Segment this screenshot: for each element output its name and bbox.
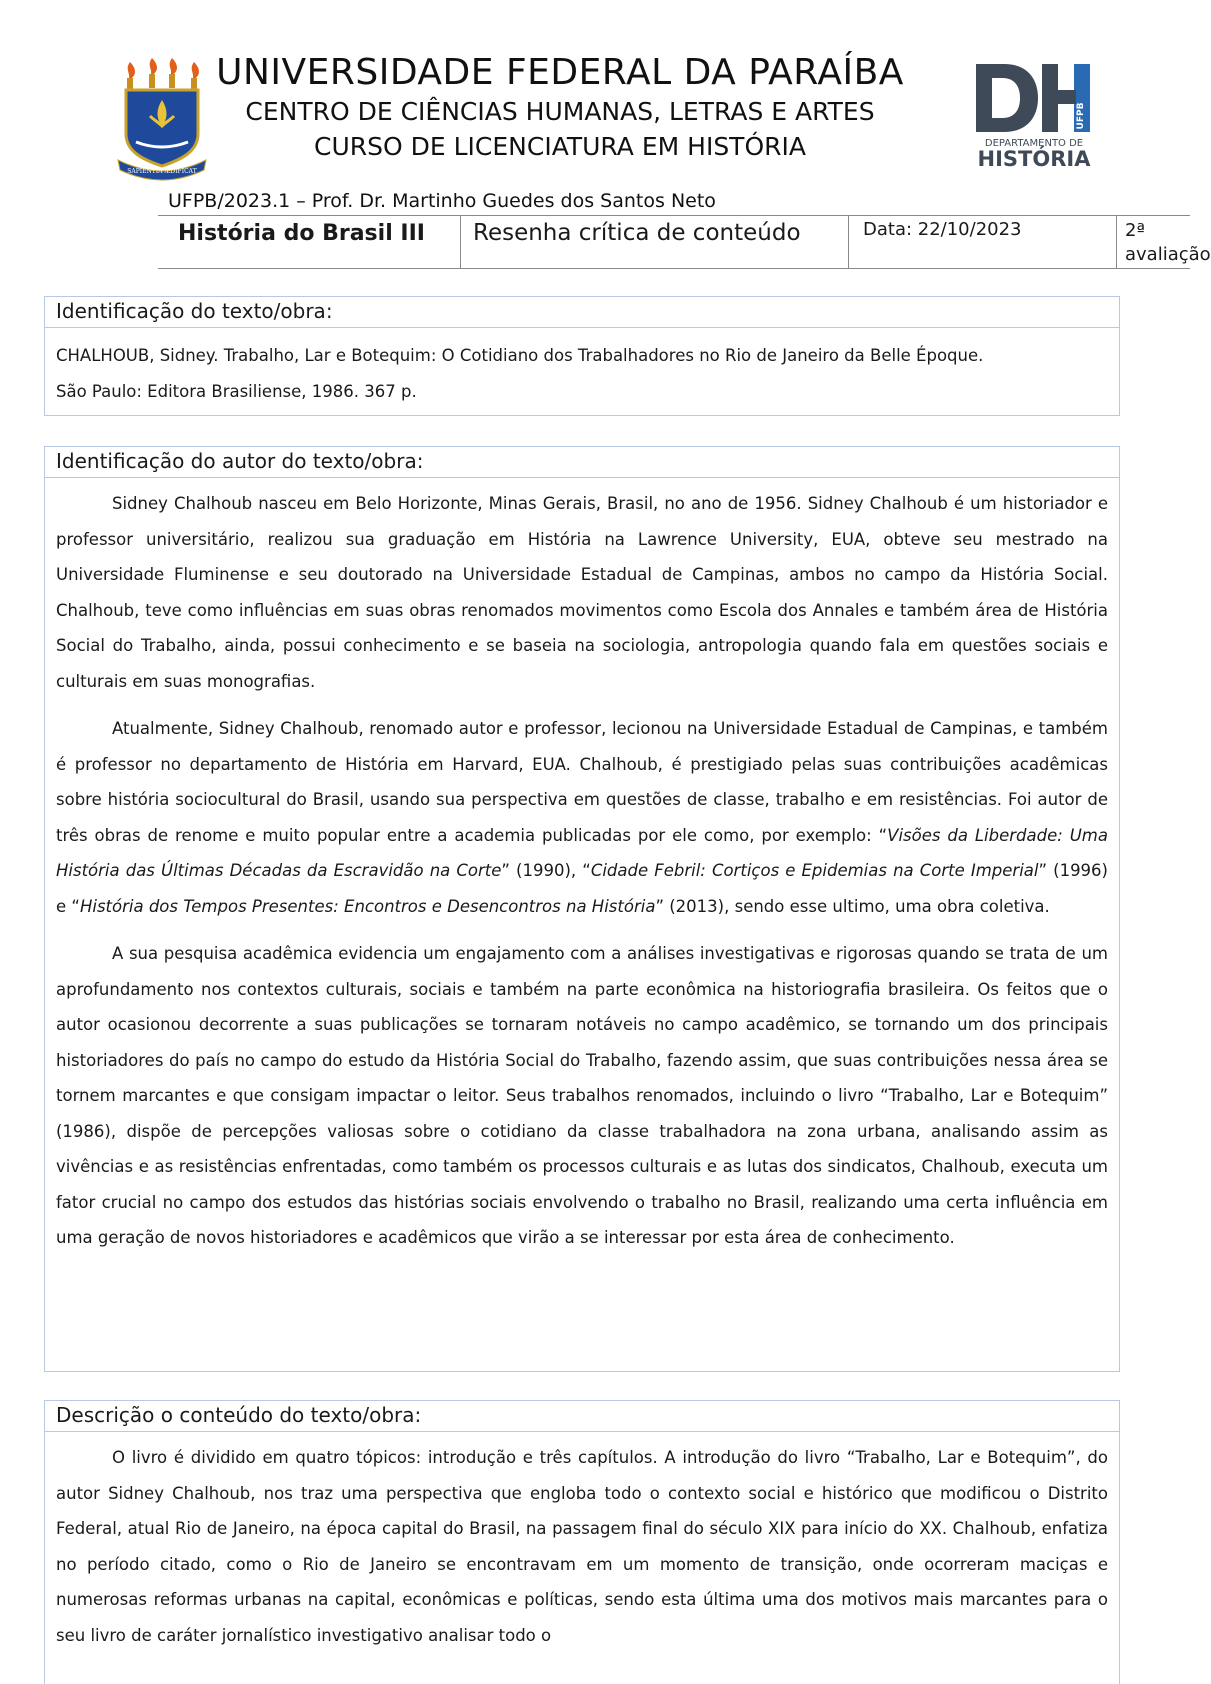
course-professor-line: UFPB/2023.1 – Prof. Dr. Martinho Guedes dos Santos Neto <box>168 190 716 212</box>
paragraph-text: Atualmente, Sidney Chalhoub, renomado autor e professor, lecionou na Universidade Estadual de Campinas, e também é professor no departamento de História em Harvard, EUA. Chalhoub, é prestigiado pelas suas contribuições acadêmicas sobre história sociocultural do Brasil, usando sua perspectiva em questões de classe, trabalho e em resistências. Foi autor de três obras de renome e muito popular entre a academia publicadas por ele como, por exemplo: “ <box>56 719 1108 845</box>
paragraph-text: ” (2013), sendo esse ultimo, uma obra coletiva. <box>655 896 1050 916</box>
evaluation-cell <box>1116 216 1211 268</box>
ufpb-side-text: UFPB <box>1076 102 1086 130</box>
book-title: História dos Tempos Presentes: Encontros e Desencontros na História <box>79 896 656 916</box>
author-paragraph-2 <box>56 711 1108 924</box>
work-identification-title: Identificação do texto/obra: <box>45 297 1119 328</box>
info-table <box>158 215 1211 269</box>
course-title: CURSO DE LICENCIATURA EM HISTÓRIA <box>314 132 806 161</box>
content-description-box <box>44 1400 1120 1684</box>
date-cell: Data: 22/10/2023 <box>848 216 1116 268</box>
departamento-historia-logo <box>970 60 1098 172</box>
work-reference-line1: CHALHOUB, Sidney. Trabalho, Lar e Botequim: O Cotidiano dos Trabalhadores no Rio de Janeiro da Belle Époque. <box>56 346 984 365</box>
torch-icon <box>127 62 135 90</box>
work-reference <box>45 328 1119 409</box>
work-reference-line2: São Paulo: Editora Brasiliense, 1986. 367 p. <box>56 381 417 401</box>
paragraph-text: ” (1990), “ <box>501 861 591 880</box>
paragraph-text: ” (1996) e “ <box>56 861 1108 916</box>
torch-icon <box>149 58 157 88</box>
author-identification-body <box>45 478 1119 1256</box>
activity-cell: Resenha crítica de conteúdo <box>460 216 848 268</box>
author-paragraph-1: Sidney Chalhoub nasceu em Belo Horizonte, Minas Gerais, Brasil, no ano de 1956. Sidney Chalhoub é um historiador e professor universitário, realizou sua graduação em História na Lawrence University, EUA, obteve seu mestrado na Universidade Fluminense e seu doutorado na Universidade Estadual de Campinas, ambos no campo da História Social. Chalhoub, teve como influências em suas obras renomados movimentos como Escola dos Annales e também área de História Social do Trabalho, ainda, possui conhecimento e se baseia na sociologia, antropologia quando fala em questões sociais e culturais em suas monografias. <box>56 494 1108 691</box>
logo-top-text: DEPARTAMENTO DE <box>984 138 1084 149</box>
author-identification-box <box>44 446 1120 1372</box>
work-identification-box <box>44 296 1120 416</box>
evaluation-label: avaliação <box>1125 244 1211 265</box>
university-title: UNIVERSIDADE FEDERAL DA PARAÍBA <box>216 52 904 93</box>
discipline-cell: História do Brasil III <box>178 221 425 246</box>
evaluation-number: 2ª <box>1125 220 1145 241</box>
center-title: CENTRO DE CIÊNCIAS HUMANAS, LETRAS E ARTES <box>245 97 875 126</box>
book-title: Cidade Febril: Cortiços e Epidemias na Corte Imperial <box>590 861 1039 880</box>
content-paragraph-1: O livro é dividido em quatro tópicos: introdução e três capítulos. A introdução do livro “Trabalho, Lar e Botequim”, do autor Sidney Chalhoub, nos traz uma perspectiva que engloba todo o contexto social e histórico que modificou o Distrito Federal, atual Rio de Janeiro, na época capital do Brasil, na passagem final do século XIX para início do XX. Chalhoub, enfatiza no período citado, como o Rio de Janeiro se encontravam em um momento de transição, onde ocorreram maciças e numerosas reformas urbanas na capital, econômicas e políticas, sendo esta última uma dos motivos mais marcantes para o seu livro de caráter jornalístico investigativo analisar todo o <box>56 1448 1108 1645</box>
author-identification-title: Identificação do autor do texto/obra: <box>45 447 1119 478</box>
author-paragraph-3: A sua pesquisa acadêmica evidencia um engajamento com a análises investigativas e rigorosas quando se trata de um aprofundamento nos contextos culturais, sociais e também na parte econômica na historiografia brasileira. Os feitos que o autor ocasionou decorrente a suas publicações se tornaram notáveis no campo acadêmico, se tornando um dos principais historiadores do país no campo do estudo da História Social do Trabalho, fazendo assim, que suas contribuições nessa área se tornem marcantes e que consigam impactar o leitor. Seus trabalhos renomados, incluindo o livro “Trabalho, Lar e Botequim” (1986), dispõe de percepções valiosas sobre o cotidiano da classe trabalhadora na zona urbana, analisando assim as vivências e as resistências enfrentadas, como também os processos culturais e as lutas dos sindicatos, Chalhoub, executa um fator crucial no campo dos estudos das histórias sociais envolvendo o trabalho no Brasil, realizando uma certa influência em uma geração de novos historiadores e acadêmicos que virão a se interessar por esta área de conhecimento. <box>56 944 1108 1247</box>
content-description-body <box>45 1432 1119 1653</box>
logo-bottom-text: HISTÓRIA <box>977 147 1091 171</box>
book-title: Visões da Liberdade: Uma História das Últimas Décadas da Escravidão na Corte <box>56 825 1108 880</box>
content-description-title: Descrição o conteúdo do texto/obra: <box>45 1401 1119 1432</box>
motto-text: SAPIENTIA ÆDIFICAT <box>127 168 197 175</box>
